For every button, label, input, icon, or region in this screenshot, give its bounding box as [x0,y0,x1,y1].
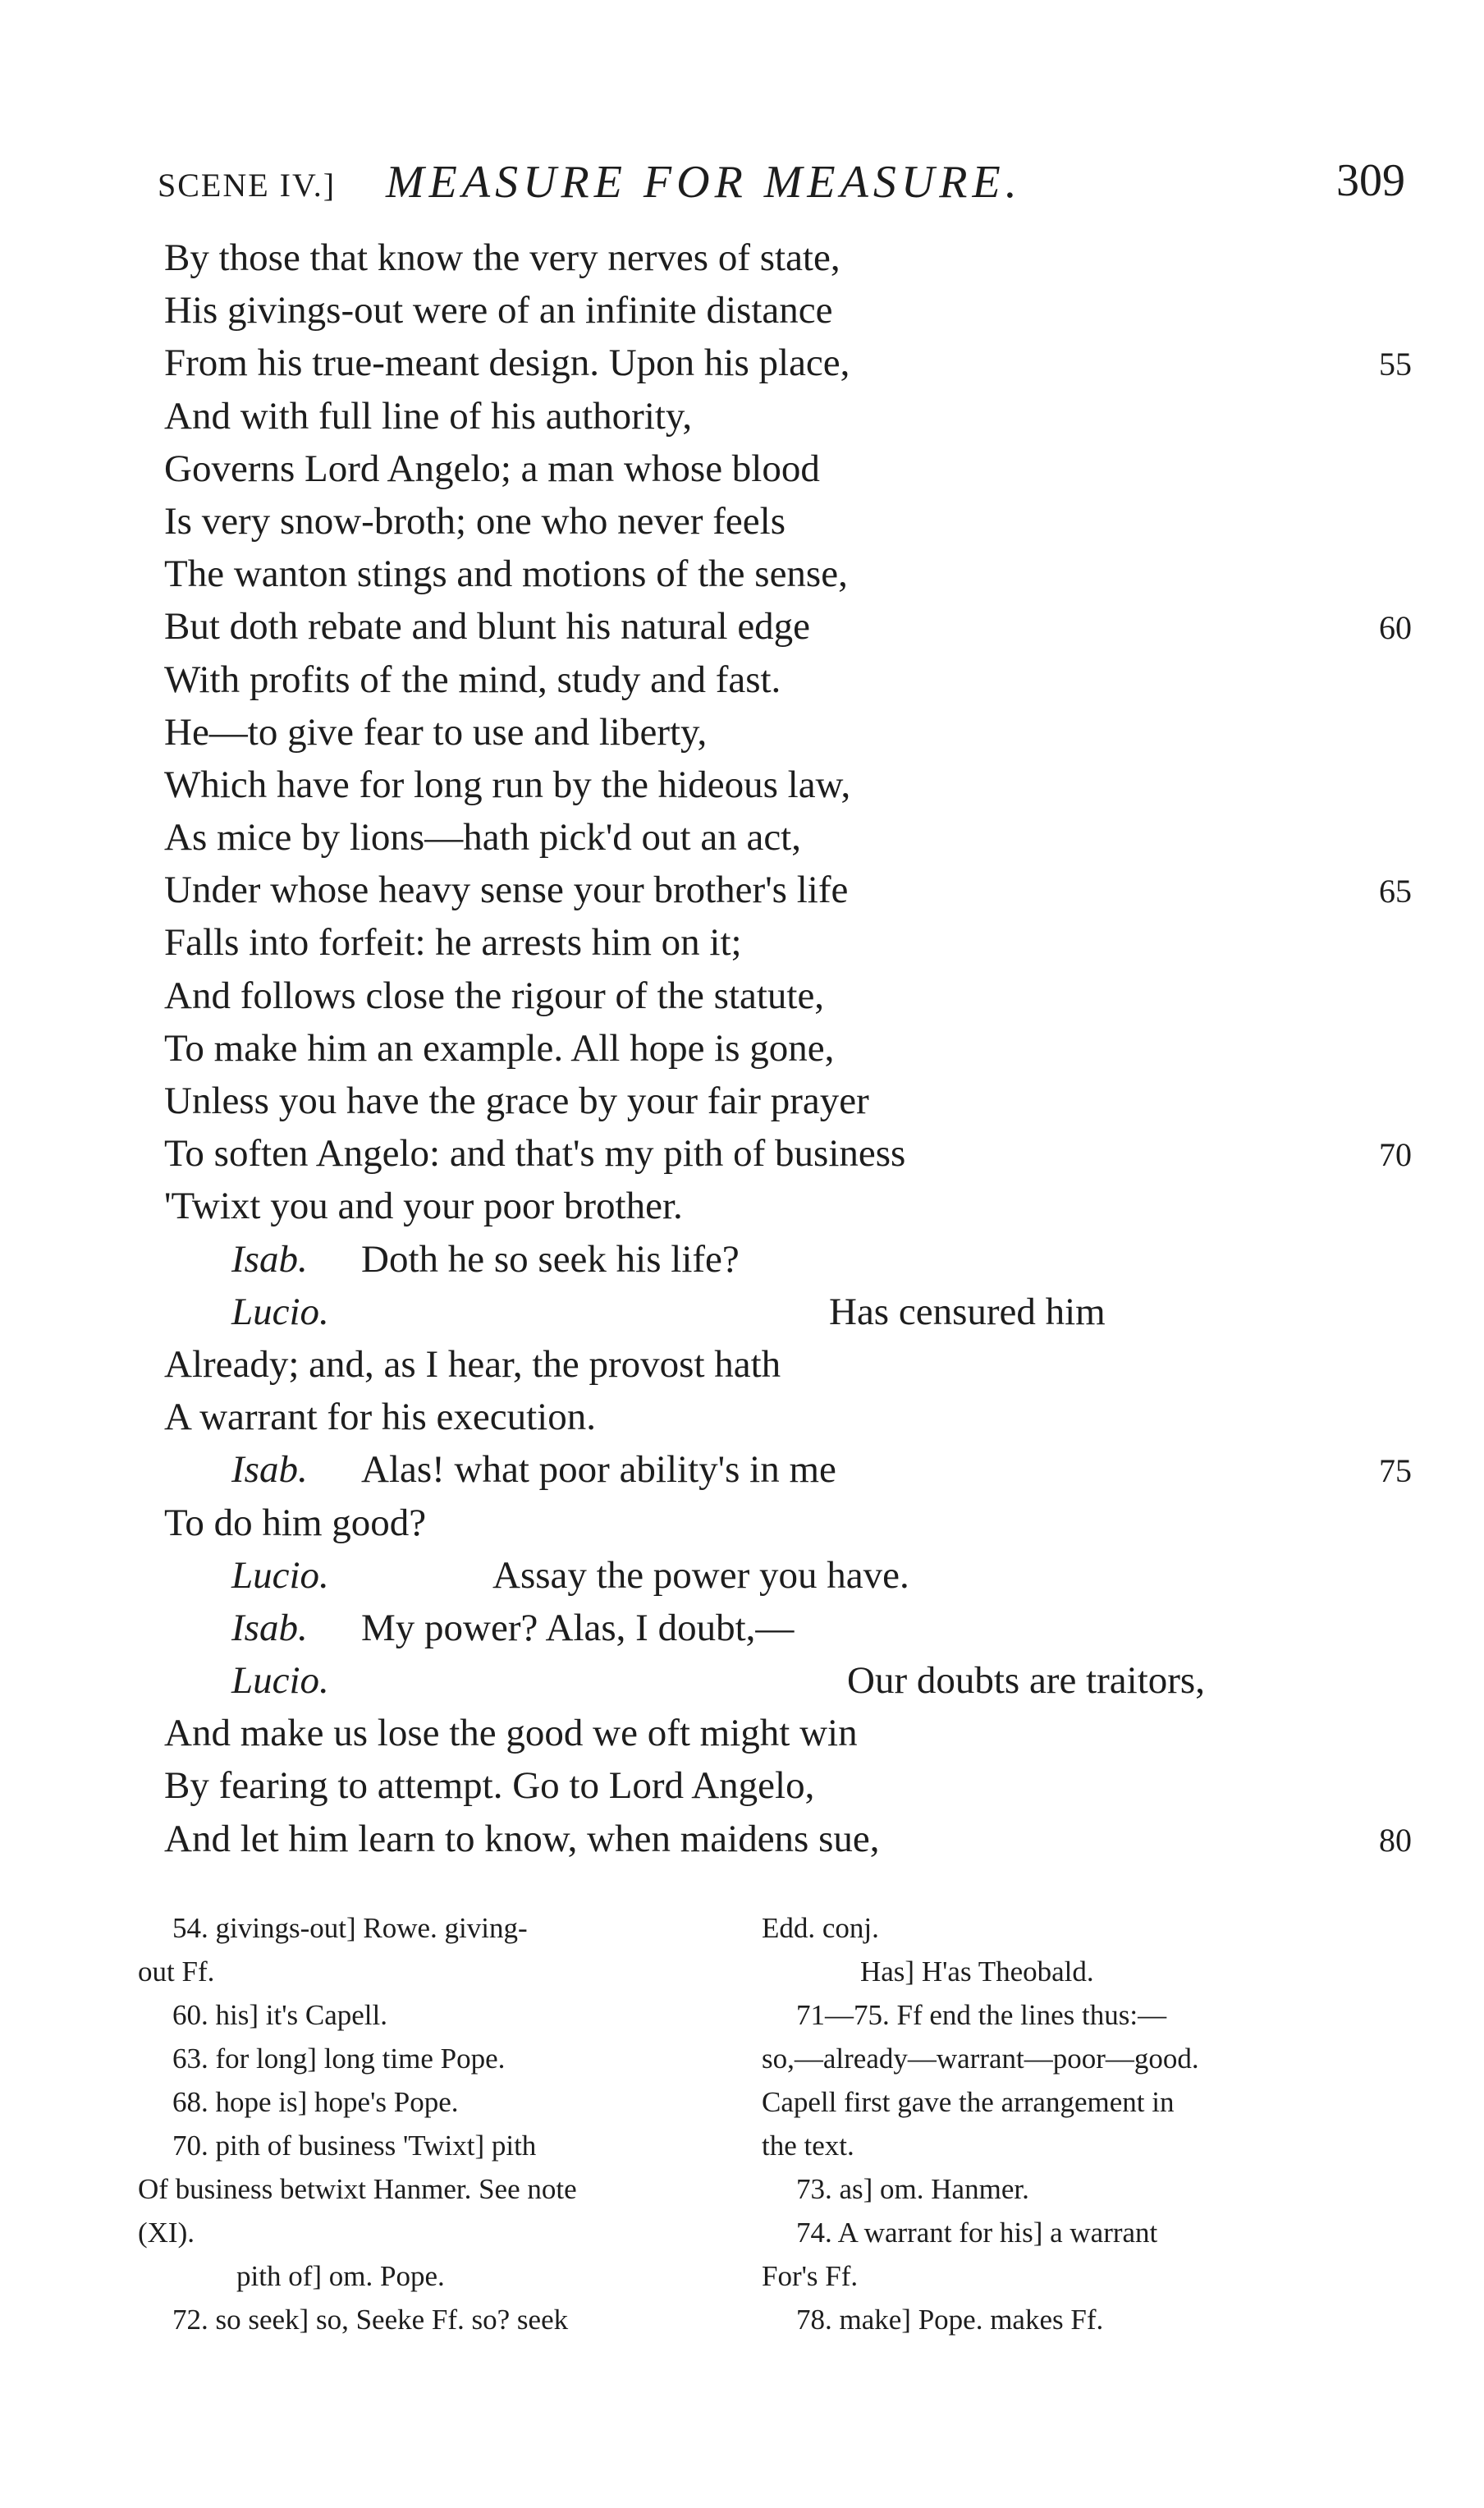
footnote-line: 68. hope is] hope's Pope. [172,2086,459,2118]
verse-line [164,337,1412,389]
verse-line [164,442,1412,495]
footnote-line: Has] H'as Theobald. [860,1956,1094,1988]
verse-line-text: The wanton stings and motions of the sense, [164,552,848,596]
verse-line-text: Governs Lord Angelo; a man whose blood [164,447,820,490]
verse-line-text: 'Twixt you and your poor brother. [164,1185,683,1228]
verse-line-text: My power? Alas, I doubt,— [361,1606,795,1649]
footnote-line: out Ff. [138,1956,215,1988]
footnote-line: 78. make] Pope. makes Ff. [796,2304,1104,2336]
footnote-line: (XI). [138,2217,195,2249]
verse-line-text: And with full line of his authority, [164,394,693,438]
verse-line [164,706,1412,759]
speaker-name: Isab. [231,1448,308,1492]
verse-line [164,1813,1412,1865]
verse-line-text: Unless you have the grace by your fair prayer [164,1080,869,1122]
running-head [158,154,1405,220]
footnote-line: 60. his] it's Capell. [172,1999,387,2031]
verse-line [164,1549,1412,1602]
verse-line-text: To do him good? [164,1501,427,1544]
footnote-line: so,—already—warrant—poor—good. [762,2043,1199,2075]
verse-line-text: To make him an example. All hope is gone, [164,1026,835,1070]
verse-line [164,1654,1412,1707]
verse-line-text: With profits of the mind, study and fast. [164,658,781,701]
verse-line [164,1707,1412,1759]
footnote-line: 74. A warrant for his] a warrant [796,2217,1158,2249]
verse-line [164,1391,1412,1443]
verse-line-text: A warrant for his execution. [164,1396,596,1439]
verse-line [164,600,1412,653]
page-number: 309 [1336,155,1405,206]
verse-line-text: His givings-out were of an infinite distance [164,289,833,332]
verse-line-text: Already; and, as I hear, the provost hath [164,1342,781,1386]
verse-line-text: By those that know the very nerves of state, [164,236,840,279]
line-number: 75 [1379,1452,1412,1490]
verse-line-text: From his true-meant design. Upon his place, [164,342,850,385]
verse-line-text: And make us lose the good we oft might win [164,1712,858,1755]
verse-line-text: Falls into forfeit: he arrests him on it; [164,921,742,965]
verse-line-text: But doth rebate and blunt his natural edge [164,605,811,649]
verse-line-text: Doth he so seek his life? [361,1237,740,1281]
verse-line-text: And follows close the rigour of the statute, [164,974,825,1017]
line-number: 55 [1379,346,1412,383]
verse-line-text: And let him learn to know, when maidens sue, [164,1817,880,1860]
footnote-line: For's Ff. [762,2260,859,2292]
footnote-line: Capell first gave the arrangement in [762,2086,1175,2118]
play-title: MEASURE FOR MEASURE. [386,157,1022,208]
footnote-line: 71—75. Ff end the lines thus:— [796,1999,1167,2031]
verse-line [164,916,1412,969]
verse-line [164,970,1412,1022]
verse-line [164,390,1412,442]
verse-line [164,653,1412,706]
footnotes-left-column [138,1906,712,2341]
footnote-line: 54. givings-out] Rowe. giving- [172,1912,528,1944]
verse-line [164,1602,1412,1654]
verse-line [164,1443,1412,1496]
footnote-line: 73. as] om. Hanmer. [796,2173,1029,2205]
verse-line [164,548,1412,600]
verse-line-text: Has censured him [829,1290,1106,1333]
verse-text [164,232,1412,1865]
verse-line [164,811,1412,864]
speaker-name: Lucio. [231,1553,329,1597]
footnotes-right-column [762,1906,1386,2341]
speaker-name: Lucio. [231,1290,329,1333]
verse-line [164,284,1412,337]
verse-line [164,1759,1412,1812]
verse-line-text: Which have for long run by the hideous law, [164,763,851,806]
verse-line [164,1286,1412,1338]
speaker-name: Isab. [231,1237,308,1281]
line-number: 70 [1379,1136,1412,1174]
verse-line-text: As mice by lions—hath pick'd out an act, [164,816,801,860]
verse-line-text: Is very snow-broth; one who never feels [164,499,786,543]
verse-line [164,495,1412,548]
verse-line [164,759,1412,811]
footnote-line: 72. so seek] so, Seeke Ff. so? seek [172,2304,569,2336]
verse-line-text: Our doubts are traitors, [847,1659,1205,1703]
verse-line [164,864,1412,916]
verse-line [164,1233,1412,1286]
footnote-line: Of business betwixt Hanmer. See note [138,2173,577,2205]
verse-line-text: Under whose heavy sense your brother's life [164,869,849,912]
footnote-line: pith of] om. Pope. [236,2260,445,2292]
verse-line [164,1338,1412,1391]
speaker-name: Lucio. [231,1659,329,1703]
scene-heading: SCENE IV.] [158,167,337,204]
footnote-line: 70. pith of business 'Twixt] pith [172,2130,537,2162]
verse-line [164,1075,1412,1127]
line-number: 60 [1379,609,1412,647]
verse-line-text: Assay the power you have. [492,1553,909,1597]
verse-line-text: Alas! what poor ability's in me [361,1448,836,1492]
speaker-name: Isab. [231,1606,308,1649]
verse-line-text: To soften Angelo: and that's my pith of business [164,1132,906,1176]
verse-line [164,1497,1412,1549]
verse-line [164,232,1412,284]
verse-line-text: By fearing to attempt. Go to Lord Angelo, [164,1764,815,1808]
verse-line [164,1127,1412,1180]
footnote-line: Edd. conj. [762,1912,879,1944]
verse-line [164,1022,1412,1075]
footnote-line: the text. [762,2130,854,2162]
footnote-line: 63. for long] long time Pope. [172,2043,506,2075]
line-number: 65 [1379,873,1412,910]
verse-line [164,1180,1412,1232]
verse-line-text: He—to give fear to use and liberty, [164,710,708,754]
line-number: 80 [1379,1821,1412,1859]
